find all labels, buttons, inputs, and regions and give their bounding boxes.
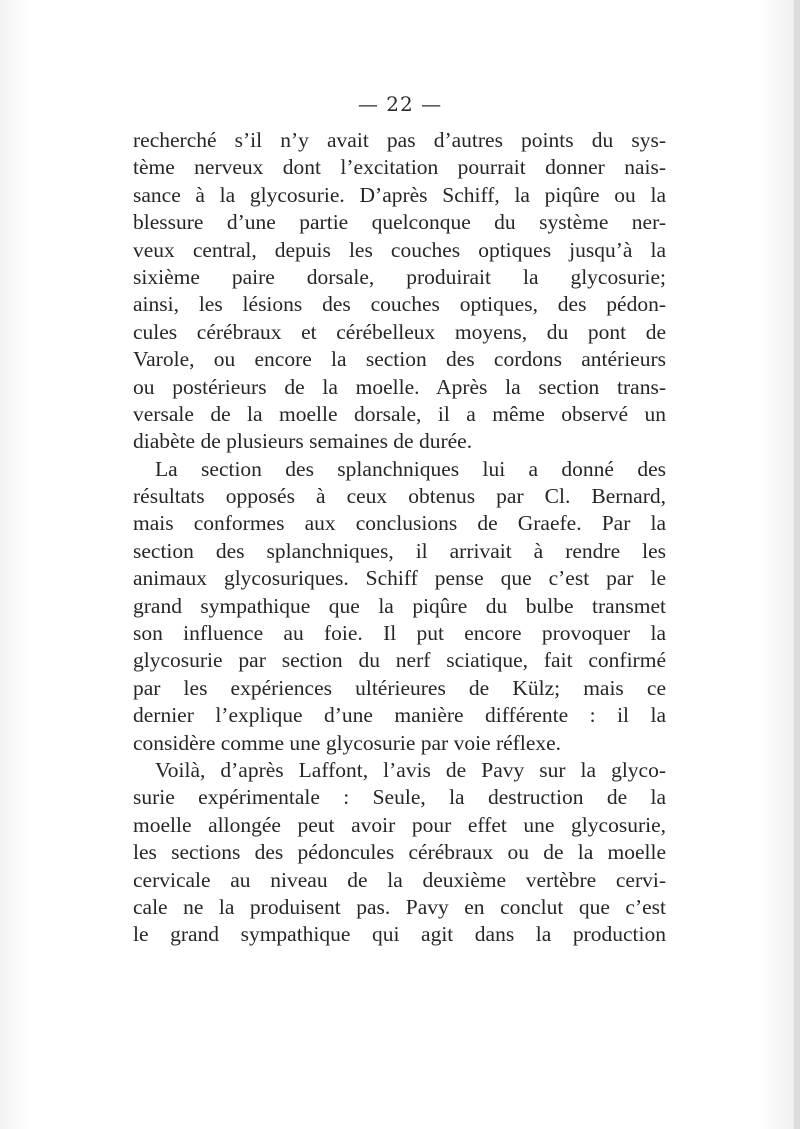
text-line: surie expérimentale : Seule, la destruction de la bbox=[133, 785, 666, 810]
text-line: diabète de plusieurs semaines de durée. bbox=[133, 429, 473, 454]
text-line: considère comme une glycosurie par voie réflexe. bbox=[133, 730, 562, 755]
text-line: cale ne la produisent pas. Pavy en conclut que c’est bbox=[133, 894, 666, 919]
text-line: cervicale au niveau de la deuxième vertèbre cervi- bbox=[133, 867, 666, 892]
text-line: tème nerveux dont l’excitation pourrait donner nais- bbox=[133, 155, 666, 180]
text-line: résultats opposés à ceux obtenus par Cl. Bernard, bbox=[133, 484, 666, 509]
text-line: ainsi, les lésions des couches optiques, des pédon- bbox=[133, 292, 666, 317]
text-line: recherché s’il n’y avait pas d’autres points du sys- bbox=[133, 128, 666, 152]
page-edge-shadow bbox=[794, 0, 800, 1129]
text-line: animaux glycosuriques. Schiff pense que c’est par le bbox=[133, 566, 666, 591]
text-line: son influence au foie. Il put encore provoquer la bbox=[133, 621, 666, 646]
text-line: section des splanchniques, il arrivait à rendre les bbox=[133, 538, 666, 563]
text-line: moelle allongée peut avoir pour effet une glycosurie, bbox=[133, 812, 666, 837]
text-line: sance à la glycosurie. D’après Schiff, la piqûre ou la bbox=[133, 182, 666, 207]
text-line: le grand sympathique qui agit dans la production bbox=[133, 922, 666, 947]
text-line: veux central, depuis les couches optiques jusqu’à la bbox=[133, 237, 666, 262]
text-line: blessure d’une partie quelconque du système ner- bbox=[133, 210, 666, 235]
body-text bbox=[133, 127, 666, 949]
text-line: mais conformes aux conclusions de Graefe. Par la bbox=[133, 511, 666, 536]
text-line: grand sympathique que la piqûre du bulbe transmet bbox=[133, 593, 666, 618]
text-line: cules cérébraux et cérébelleux moyens, du pont de bbox=[133, 319, 666, 344]
text-line: les sections des pédoncules cérébraux ou de la moelle bbox=[133, 840, 666, 865]
text-line: ou postérieurs de la moelle. Après la section trans- bbox=[133, 374, 666, 399]
page-number: — 22 — bbox=[357, 92, 443, 116]
text-line: La section des splanchniques lui a donné des bbox=[155, 456, 666, 481]
text-line: glycosurie par section du nerf sciatique, fait confirmé bbox=[133, 648, 666, 673]
text-line: Voilà, d’après Laffont, l’avis de Pavy sur la glyco- bbox=[155, 757, 666, 782]
text-line: Varole, ou encore la section des cordons antérieurs bbox=[133, 347, 666, 372]
text-line: sixième paire dorsale, produirait la glycosurie; bbox=[133, 264, 666, 289]
text-line: par les expériences ultérieures de Külz; mais ce bbox=[133, 675, 666, 700]
text-line: versale de la moelle dorsale, il a même observé un bbox=[133, 401, 666, 426]
text-line: dernier l’explique d’une manière différente : il la bbox=[133, 703, 666, 728]
